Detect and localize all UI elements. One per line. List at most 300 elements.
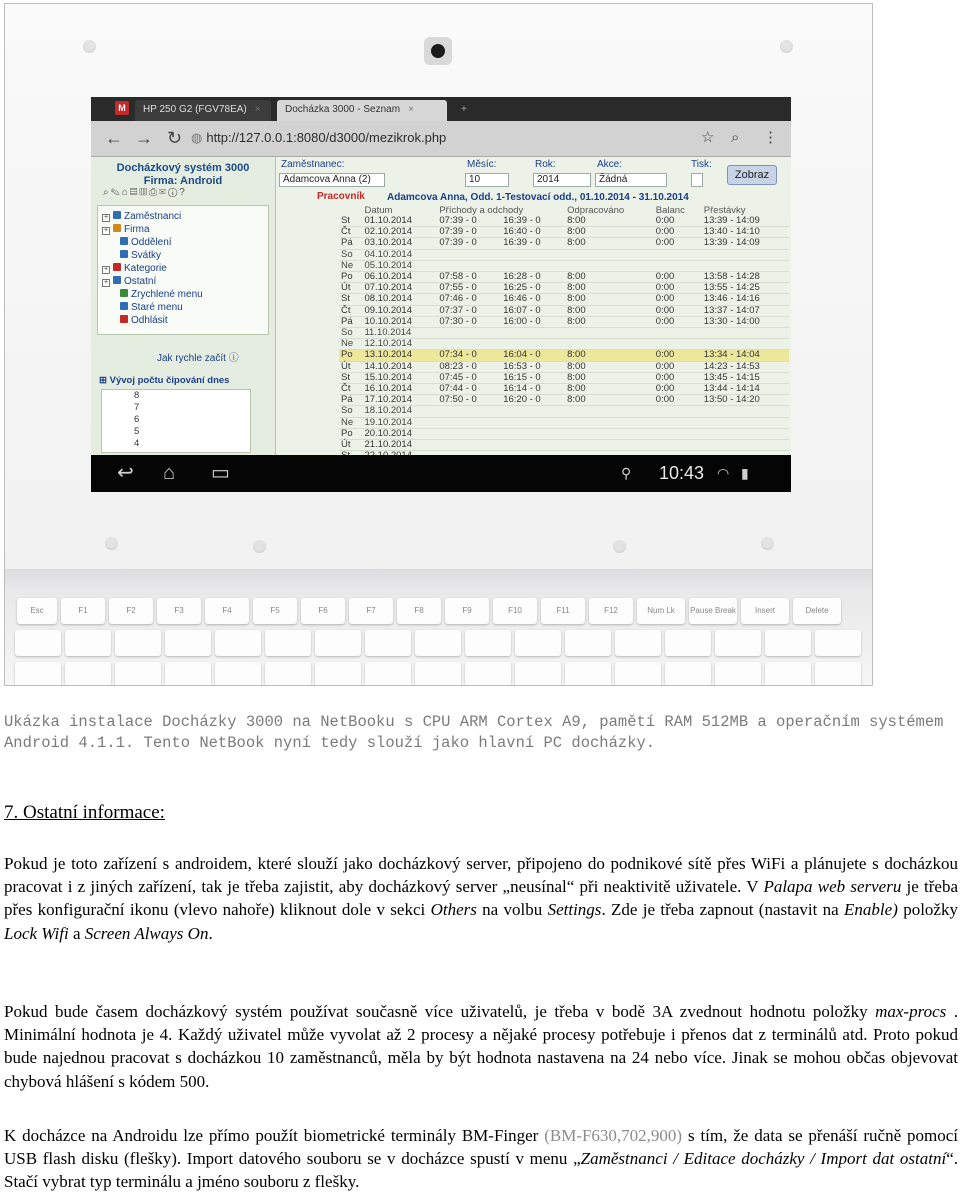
text-run: . [208, 923, 213, 943]
table-cell: 17.10.2014 [362, 395, 437, 406]
keyboard-key[interactable] [115, 630, 161, 656]
table-cell: 18.10.2014 [362, 406, 437, 417]
back-icon[interactable]: ↩ [117, 462, 134, 484]
table-cell [501, 339, 565, 350]
table-cell: 07:44 - 0 [437, 384, 501, 395]
keyboard-key[interactable] [465, 630, 511, 656]
table-cell [437, 260, 501, 271]
keyboard-key[interactable] [315, 662, 361, 686]
print-icon[interactable]: ⎙ [149, 187, 160, 198]
tools-icon[interactable]: ✎ [110, 187, 122, 198]
keyboard-key[interactable] [615, 662, 661, 686]
table-cell [501, 417, 565, 428]
menu-icon [113, 224, 121, 232]
keyboard-key[interactable]: F11 [541, 598, 585, 624]
chip-count-title: Vývoj počtu čipování dnes [109, 375, 230, 386]
table-cell: 8:00 [565, 372, 654, 383]
table-cell: Pá [339, 395, 362, 406]
browser-tab-active[interactable] [277, 100, 447, 121]
table-cell: 19.10.2014 [362, 417, 437, 428]
table-cell [702, 339, 789, 350]
table-cell: 13:39 - 14:09 [702, 238, 789, 249]
menu-item-label: Svátky [131, 250, 162, 261]
menu-icon [120, 315, 128, 323]
keyboard-key[interactable] [815, 662, 861, 686]
keyboard [5, 592, 873, 686]
close-icon[interactable]: × [408, 104, 414, 115]
table-cell: Út [339, 440, 362, 451]
text-run: . Zde je třeba zapnout (nastavit na [601, 900, 845, 920]
table-cell: 0:00 [654, 384, 702, 395]
keyboard-key[interactable] [765, 630, 811, 656]
globe-icon: ◍ [191, 130, 203, 145]
star-icon[interactable]: ☆ [701, 129, 715, 146]
keyboard-key[interactable]: Insert [741, 598, 789, 624]
menu-item[interactable] [102, 223, 264, 236]
table-cell: 16.10.2014 [362, 384, 437, 395]
keyboard-key[interactable] [15, 630, 61, 656]
table-cell [565, 417, 654, 428]
keyboard-key[interactable]: F10 [493, 598, 537, 624]
menu-item-label: Oddělení [131, 237, 172, 248]
table-cell: 0:00 [654, 395, 702, 406]
bezel-bump [780, 40, 793, 53]
table-cell: 07:55 - 0 [437, 283, 501, 294]
home-icon[interactable]: ⌂ [163, 462, 176, 484]
forward-icon[interactable]: → [135, 128, 153, 148]
menu-icon [113, 211, 121, 219]
table-cell: 13:40 - 14:10 [702, 227, 789, 238]
table-cell [654, 417, 702, 428]
menu-item[interactable] [102, 314, 264, 327]
photo-caption: Ukázka instalace Docházky 3000 na NetBooku s CPU ARM Cortex A9, pamětí RAM 512MB a operačním systémem Android 4.1.1. Tento NetBook nyní tedy slouží jako hlavní PC docházky. [4, 713, 944, 752]
keyboard-key[interactable]: F12 [589, 598, 633, 624]
text-run: Pokud je toto zařízení s androidem, které slouží jako docházkový server, připojeno do podnikové sítě přes WiFi a plánujete s docházkou pracovat i z jiných zařízení, tak je třeba zajistit, aby docházkový server „neusínal“ při neaktivitě uživatele. V [4, 854, 958, 897]
table-row[interactable] [339, 216, 789, 227]
keyboard-key[interactable]: Pause Break [689, 598, 737, 624]
table-cell: 16:40 - 0 [501, 227, 565, 238]
table-cell [654, 249, 702, 260]
table-cell: 0:00 [654, 272, 702, 283]
table-cell [565, 406, 654, 417]
employee-label: Zaměstnanec: [281, 159, 345, 170]
table-row[interactable] [339, 305, 789, 316]
italic-text: Others [430, 900, 477, 920]
table-cell [702, 417, 789, 428]
text-run: je třeba přes konfigurační ikonu (vlevo nahoře) kliknout dole v sekci [4, 877, 958, 920]
menu-item[interactable] [102, 262, 264, 275]
table-cell: 13:58 - 14:28 [702, 272, 789, 283]
table-cell [437, 328, 501, 339]
chart-tick-label: 8 [134, 390, 140, 401]
info-icon[interactable]: ⓘ [167, 187, 180, 198]
table-cell: 13:46 - 14:16 [702, 294, 789, 305]
text-run: “. Stačí vybrat typ terminálu a jméno souboru z flešky. [4, 1149, 958, 1192]
table-cell [654, 428, 702, 439]
table-row[interactable] [339, 339, 789, 350]
table-cell: 07:58 - 0 [437, 272, 501, 283]
menu-icon [113, 276, 121, 284]
menu-icon [120, 302, 128, 310]
browser-toolbar [91, 121, 791, 157]
menu-item-label: Firma [124, 224, 150, 235]
bezel-bump [761, 537, 774, 550]
keyboard-key[interactable]: Esc [17, 598, 57, 624]
table-cell: 8:00 [565, 384, 654, 395]
table-cell: 13:50 - 14:20 [702, 395, 789, 406]
table-cell: 13:37 - 14:07 [702, 305, 789, 316]
reload-icon[interactable]: ↻ [167, 128, 183, 148]
italic-text: Palapa web serveru [763, 877, 902, 897]
table-cell [654, 260, 702, 271]
screen-bezel [5, 4, 873, 584]
keyboard-key[interactable] [815, 630, 861, 656]
table-cell: So [339, 406, 362, 417]
table-row[interactable] [339, 260, 789, 271]
bezel-bump [105, 537, 118, 550]
column-header: Balanc [655, 205, 685, 216]
italic-text: Lock Wifi [4, 923, 69, 943]
table-cell [565, 339, 654, 350]
table-cell: 0:00 [654, 238, 702, 249]
keyboard-key[interactable] [365, 662, 411, 686]
keyboard-key[interactable] [715, 630, 761, 656]
table-cell [501, 249, 565, 260]
help-icon: ⓘ [228, 353, 239, 364]
tab-title: Docházka 3000 - Seznam [285, 104, 401, 115]
menu-icon [120, 289, 128, 297]
menu-icon [120, 250, 128, 258]
table-cell: 07:50 - 0 [437, 395, 501, 406]
table-row[interactable] [339, 227, 789, 238]
keyboard-key[interactable]: F4 [205, 598, 249, 624]
url-field[interactable] [191, 130, 631, 148]
keyboard-key[interactable]: F3 [157, 598, 201, 624]
bezel-bump [83, 40, 96, 53]
table-cell [565, 440, 654, 451]
table-cell [702, 406, 789, 417]
table-cell: 16:04 - 0 [501, 350, 565, 361]
table-cell: 8:00 [565, 350, 654, 361]
keyboard-key[interactable]: F2 [109, 598, 153, 624]
table-cell: 07:39 - 0 [437, 238, 501, 249]
table-row[interactable] [339, 316, 789, 327]
italic-text: Enable) [844, 900, 898, 920]
table-row[interactable] [339, 406, 789, 417]
menu-item[interactable] [102, 288, 264, 301]
table-cell: So [339, 249, 362, 260]
table-cell: 15.10.2014 [362, 372, 437, 383]
keyboard-key[interactable] [515, 662, 561, 686]
browser-tab-strip [91, 97, 791, 121]
table-cell [702, 260, 789, 271]
table-row[interactable] [339, 328, 789, 339]
android-system-bar [91, 455, 791, 492]
keyboard-key[interactable] [515, 630, 561, 656]
table-cell: 16:20 - 0 [501, 395, 565, 406]
table-cell: 16:00 - 0 [501, 316, 565, 327]
table-cell: 8:00 [565, 272, 654, 283]
text-run: na volbu [476, 900, 548, 920]
usb-icon: ⚲ [621, 465, 632, 481]
column-header: Přestávky [703, 205, 746, 216]
keyboard-key[interactable] [215, 630, 261, 656]
table-row[interactable] [339, 428, 789, 439]
text-run: s tím, že data se přenáší ručně pomocí USB flash disku (flešky). Import datového souboru se v docházce spustí v menu „ [4, 1126, 958, 1169]
year-select[interactable]: 2014 [533, 173, 591, 187]
table-cell: 16:39 - 0 [501, 238, 565, 249]
keyboard-key[interactable] [415, 662, 461, 686]
keyboard-key[interactable] [65, 662, 111, 686]
keyboard-key[interactable] [15, 662, 61, 686]
table-cell: 07:37 - 0 [437, 305, 501, 316]
keyboard-key[interactable] [465, 662, 511, 686]
table-cell: 0:00 [654, 350, 702, 361]
report-title: Adamcova Anna, Odd. 1-Testovací odd., 01.10.2014 - 31.10.2014 [387, 192, 689, 203]
tablet-screen [91, 97, 791, 492]
keyboard-key[interactable] [265, 662, 311, 686]
menu-item-label: Odhlásit [131, 315, 168, 326]
recent-apps-icon[interactable]: ▭ [211, 462, 230, 484]
table-cell: 0:00 [654, 305, 702, 316]
table-row[interactable] [339, 272, 789, 283]
quick-start-link[interactable] [97, 343, 269, 369]
table-cell: 02.10.2014 [362, 227, 437, 238]
menu-item-label: Kategorie [124, 263, 167, 274]
table-cell: Ne [339, 260, 362, 271]
table-cell: 13.10.2014 [362, 350, 437, 361]
table-cell: 0:00 [654, 216, 702, 227]
url-text: http://127.0.0.1:8080/d3000/mezikrok.php [206, 130, 447, 145]
table-cell [565, 260, 654, 271]
keyboard-key[interactable] [665, 662, 711, 686]
text-run: Pokud bude časem docházkový systém používat současně více uživatelů, je třeba v bodě 3A zvednout hodnotu položky [4, 1002, 876, 1021]
month-select[interactable]: 10 [465, 173, 509, 187]
firm-label: Firma: Android [143, 175, 223, 187]
table-cell: 13:30 - 14:00 [702, 316, 789, 327]
table-cell: 16:15 - 0 [501, 372, 565, 383]
table-cell: Út [339, 361, 362, 372]
keyboard-key[interactable] [665, 630, 711, 656]
new-tab-button[interactable]: + [461, 104, 467, 115]
table-cell: Čt [339, 305, 362, 316]
table-cell: 0:00 [654, 227, 702, 238]
table-cell: 12.10.2014 [362, 339, 437, 350]
keyboard-key[interactable] [215, 662, 261, 686]
keyboard-key[interactable] [315, 630, 361, 656]
keyboard-key[interactable]: F6 [301, 598, 345, 624]
table-row[interactable] [339, 384, 789, 395]
table-cell: 13:39 - 14:09 [702, 216, 789, 227]
expand-icon[interactable]: ⊞ [99, 375, 110, 386]
keyboard-key[interactable]: F9 [445, 598, 489, 624]
chip-count-heading [99, 375, 229, 386]
table-cell: Út [339, 283, 362, 294]
table-row[interactable] [339, 440, 789, 451]
expand-icon[interactable]: + [103, 214, 109, 221]
keyboard-key[interactable] [715, 662, 761, 686]
table-cell: 05.10.2014 [362, 260, 437, 271]
menu-item[interactable] [102, 301, 264, 314]
menu-item[interactable] [102, 210, 264, 223]
chart-icon[interactable]: ▥ [139, 187, 150, 198]
table-cell [501, 428, 565, 439]
action-select[interactable]: Žádná [595, 173, 667, 187]
keyboard-key[interactable] [765, 662, 811, 686]
table-cell [654, 328, 702, 339]
italic-text: Screen Always On [84, 923, 209, 943]
table-row[interactable] [339, 294, 789, 305]
table-cell: 16:14 - 0 [501, 384, 565, 395]
wifi-icon: ◠ [717, 465, 730, 481]
chart-tick-label: 7 [134, 402, 140, 413]
keyboard-key[interactable]: F5 [253, 598, 297, 624]
table-cell: 08.10.2014 [362, 294, 437, 305]
table-cell: 14:23 - 14:53 [702, 361, 789, 372]
table-cell [702, 249, 789, 260]
table-cell [654, 339, 702, 350]
keyboard-key[interactable] [115, 662, 161, 686]
webcam [424, 37, 452, 65]
column-header: Příchody a odchody [439, 205, 524, 216]
menu-icon[interactable]: ⋮ [763, 129, 778, 146]
keyboard-key[interactable]: Num Lk [637, 598, 685, 624]
table-cell: 01.10.2014 [362, 216, 437, 227]
table-row[interactable] [339, 238, 789, 249]
italic-text: Settings [547, 900, 602, 920]
keyboard-key[interactable] [615, 630, 661, 656]
mail-icon[interactable]: ✉ [159, 187, 168, 198]
battery-icon: ▮ [741, 465, 749, 481]
column-header: Odpracováno [567, 205, 625, 216]
menu-item[interactable] [102, 236, 264, 249]
show-button[interactable]: Zobraz [727, 165, 777, 185]
table-cell: Čt [339, 384, 362, 395]
table-row[interactable] [339, 395, 789, 406]
table-cell: 03.10.2014 [362, 238, 437, 249]
close-icon[interactable]: × [254, 104, 261, 115]
keyboard-key[interactable] [565, 662, 611, 686]
table-cell: 06.10.2014 [362, 272, 437, 283]
gray-text: (BM-F630,702,900) [544, 1126, 683, 1145]
attendance-table [339, 206, 789, 474]
table-cell: 09.10.2014 [362, 305, 437, 316]
table-cell [437, 428, 501, 439]
browser-tab[interactable] [135, 100, 271, 121]
menu-item-label: Zaměstnanci [124, 211, 182, 222]
keyboard-key[interactable]: F7 [349, 598, 393, 624]
table-cell: 13:55 - 14:25 [702, 283, 789, 294]
keyboard-key[interactable] [65, 630, 111, 656]
table-cell [501, 440, 565, 451]
back-icon[interactable]: ← [105, 128, 123, 148]
keyboard-key[interactable] [565, 630, 611, 656]
table-cell: Ne [339, 417, 362, 428]
search-icon[interactable]: ⌕ [731, 129, 740, 146]
table-row[interactable] [339, 372, 789, 383]
keyboard-key[interactable]: F8 [397, 598, 441, 624]
expand-icon[interactable]: + [103, 227, 109, 234]
panel-toolbar [103, 187, 187, 198]
table-row[interactable] [339, 361, 789, 372]
chart-tick-label: 6 [134, 414, 140, 425]
tab-employee[interactable]: Pracovník [317, 191, 365, 202]
table-cell: 16:25 - 0 [501, 283, 565, 294]
expand-icon[interactable]: + [103, 266, 109, 273]
keyboard-key[interactable] [365, 630, 411, 656]
bezel-bump [613, 540, 626, 553]
table-row[interactable] [339, 249, 789, 260]
table-cell: 8:00 [565, 227, 654, 238]
keyboard-key[interactable]: Delete [793, 598, 841, 624]
chart-tick-label: 5 [134, 426, 140, 437]
table-cell [501, 328, 565, 339]
table-cell: 07:45 - 0 [437, 372, 501, 383]
year-label: Rok: [535, 159, 556, 170]
table-cell [437, 406, 501, 417]
folder-icon[interactable]: ▤ [129, 187, 140, 198]
table-row[interactable] [339, 283, 789, 294]
search-icon[interactable]: ⌕ [103, 187, 111, 198]
menu-icon [113, 263, 121, 271]
tab-title: HP 250 G2 (FGV78EA) [143, 104, 247, 115]
table-row[interactable] [339, 417, 789, 428]
keyboard-key[interactable] [415, 630, 461, 656]
left-panel [91, 157, 276, 455]
table-cell [654, 406, 702, 417]
table-cell: 8:00 [565, 294, 654, 305]
web-page [91, 157, 791, 455]
table-cell: 13:34 - 14:04 [702, 350, 789, 361]
table-cell: 8:00 [565, 305, 654, 316]
menu-item-label: Ostatní [124, 276, 157, 287]
menu-item-label: Staré menu [131, 302, 183, 313]
table-cell: 11.10.2014 [362, 328, 437, 339]
table-cell: 07:30 - 0 [437, 316, 501, 327]
main-menu [97, 205, 269, 335]
print-checkbox[interactable] [691, 173, 703, 187]
home-icon[interactable]: ⌂ [121, 187, 130, 198]
table-cell: 8:00 [565, 361, 654, 372]
employee-select[interactable]: Adamcova Anna (2) [279, 173, 385, 187]
table-row[interactable] [339, 350, 789, 361]
table-cell [702, 328, 789, 339]
table-cell: 14.10.2014 [362, 361, 437, 372]
clock: 10:43 [659, 463, 705, 483]
keyboard-key[interactable] [165, 662, 211, 686]
table-cell: Ne [339, 339, 362, 350]
menu-item[interactable] [102, 275, 264, 288]
filter-controls [279, 159, 789, 189]
expand-icon[interactable]: + [103, 279, 109, 286]
keyboard-key[interactable]: F1 [61, 598, 105, 624]
table-body [339, 216, 789, 473]
keyboard-key[interactable] [265, 630, 311, 656]
text-run: K docházce na Androidu lze přímo použít biometrické terminály BM-Finger [4, 1126, 545, 1145]
table-cell: 8:00 [565, 395, 654, 406]
table-cell: 8:00 [565, 283, 654, 294]
table-cell: 20.10.2014 [362, 428, 437, 439]
text-run: . Minimální hodnota je 4. Každý uživatel může vyvolat až 2 procesy a nějaké procesy potřebuje i přenos dat z terminálů atd. Proto pokud bude najednou pracovat s docházkou 10 zaměstnanců, měla by být hodnota nastavena na 24 nebo více. Jinak se mohou občas objevovat chybová hlášení s kódem 500. [4, 1002, 959, 1091]
keyboard-key[interactable] [165, 630, 211, 656]
app-title: Docházkový systém 3000 [116, 162, 250, 174]
table-cell: 16:07 - 0 [501, 305, 565, 316]
help-icon[interactable]: ? [179, 187, 187, 198]
table-cell: 8:00 [565, 316, 654, 327]
menu-item[interactable] [102, 249, 264, 262]
app-logo-icon: M [115, 101, 129, 115]
table-cell [501, 406, 565, 417]
